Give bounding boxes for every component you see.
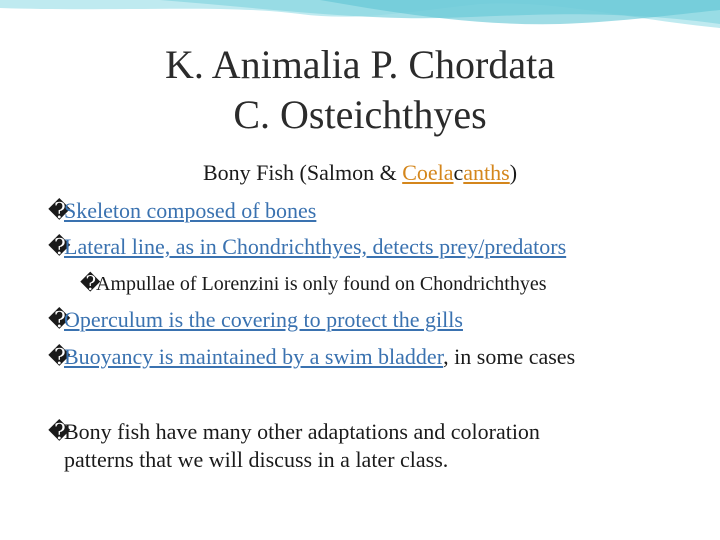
bullet-mark: � — [48, 234, 71, 259]
subtitle-link-anths[interactable]: anths — [463, 160, 510, 185]
bullet-operculum — [48, 306, 463, 334]
bullet-adaptations-line-1: Bony fish have many other adaptations and coloration — [64, 419, 540, 444]
title-line-2: C. Osteichthyes — [233, 92, 487, 137]
sub-bullet-ampullae-text: Ampullae of Lorenzini is only found on Chondrichthyes — [96, 273, 547, 295]
bullet-adaptations — [48, 418, 668, 474]
bullet-mark: � — [48, 307, 71, 332]
title-line-1: K. Animalia P. Chordata — [165, 42, 555, 87]
subtitle-text-before: Bony Fish (Salmon & — [202, 160, 403, 185]
bullet-mark: � — [48, 419, 71, 444]
bullet-buoyancy — [48, 343, 575, 371]
bullet-operculum-link[interactable]: Operculum is the covering to protect the gills — [64, 307, 463, 332]
bullet-lateral-line-link[interactable]: Lateral line, as in Chondrichthyes, detects prey/predators — [64, 234, 567, 259]
bullet-mark: � — [48, 344, 71, 369]
subtitle-link-coela[interactable]: Coela — [402, 160, 454, 185]
subtitle-text-after: ) — [509, 160, 518, 185]
bullet-adaptations-line-2: patterns that we will discuss in a later class. — [64, 447, 449, 472]
bullet-skeleton — [48, 197, 316, 225]
bullet-buoyancy-link[interactable]: Buoyancy is maintained by a swim bladder — [64, 344, 444, 369]
bullet-buoyancy-rest: , in some cases — [443, 344, 576, 369]
slide-subtitle — [0, 158, 720, 188]
subtitle-text-middle: c — [453, 160, 464, 185]
bullet-mark: � — [48, 198, 71, 223]
slide-title — [0, 40, 720, 140]
sub-bullet-ampullae — [80, 270, 546, 298]
bullet-skeleton-link[interactable]: Skeleton composed of bones — [64, 198, 317, 223]
bullet-lateral-line — [48, 233, 566, 261]
bullet-mark: � — [80, 273, 101, 295]
